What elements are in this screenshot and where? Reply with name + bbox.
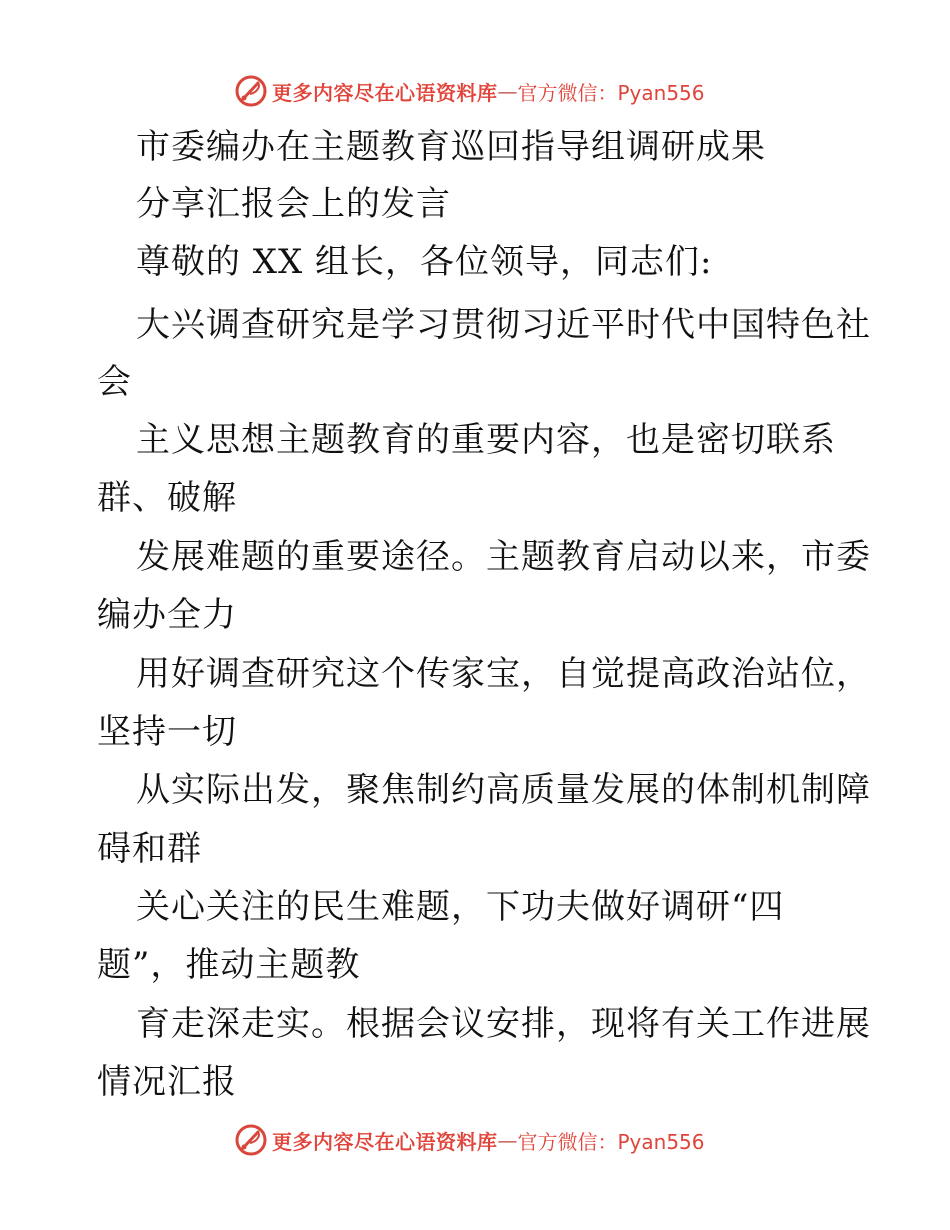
paragraph-line: 主义思想主题教育的重要内容，也是密切联系: [136, 420, 836, 460]
paragraph-line: 会: [97, 362, 132, 402]
paragraph-line: 从实际出发，聚焦制约高质量发展的体制机制障: [136, 770, 871, 810]
watermark-separator: —: [497, 1128, 518, 1152]
paragraph-line: 碍和群: [97, 829, 202, 869]
paragraph-line: 坚持一切: [97, 712, 237, 752]
paragraph-line: 题”，推动主题教: [97, 945, 361, 985]
watermark-text: 更多内容尽在心语资料库: [272, 80, 498, 105]
paragraph-line: 关心关注的民生难题，下功夫做好调研“四: [136, 887, 785, 927]
salutation-line: 尊敬的 XX 组长，各位领导，同志们:: [136, 242, 713, 282]
watermark-wechat: 官方微信：Pyan556: [517, 80, 705, 105]
watermark-text: 更多内容尽在心语资料库: [272, 1129, 498, 1154]
title-line-1: 市委编办在主题教育巡回指导组调研成果: [136, 127, 766, 167]
paragraph-line: 情况汇报: [97, 1062, 237, 1102]
watermark-wechat: 官方微信：Pyan556: [517, 1129, 705, 1154]
paragraph-line: 群、破解: [97, 478, 237, 518]
paragraph-line: 育走深走实。根据会议安排，现将有关工作进展: [136, 1004, 871, 1044]
watermark-separator: —: [497, 79, 518, 103]
paragraph-line: 发展难题的重要途径。主题教育启动以来，市委: [136, 537, 871, 577]
watermark-banner-bottom: [234, 1122, 705, 1158]
paragraph-line: 用好调查研究这个传家宝，自觉提高政治站位，: [136, 654, 871, 694]
title-line-2: 分享汇报会上的发言: [136, 184, 451, 224]
quill-logo-icon: [234, 74, 268, 108]
paragraph-line: 编办全力: [97, 595, 237, 635]
quill-logo-icon: [234, 1123, 268, 1157]
watermark-banner-top: [234, 73, 705, 109]
paragraph-line: 大兴调查研究是学习贯彻习近平时代中国特色社: [136, 305, 871, 345]
